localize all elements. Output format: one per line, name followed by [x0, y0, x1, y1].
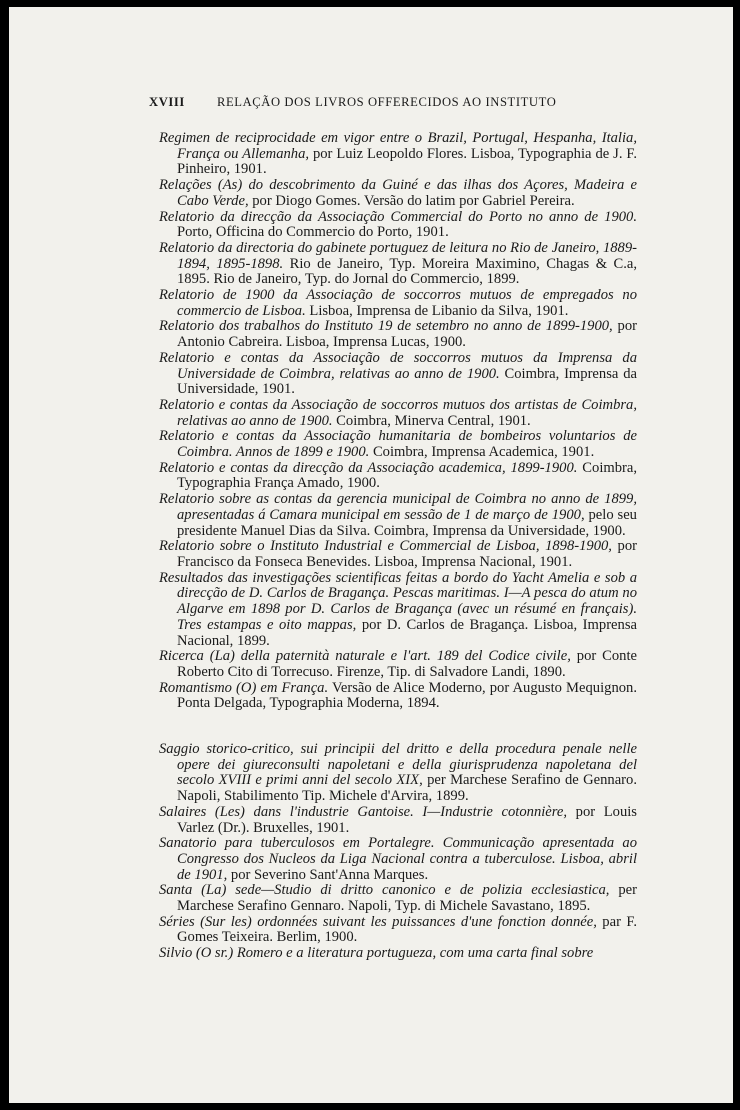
running-title: RELAÇÃO DOS LIVROS OFFERECIDOS AO INSTITUTO — [217, 95, 557, 109]
bibliography-entry — [159, 915, 637, 946]
book-page — [9, 7, 733, 1103]
entry-title: Relatorio de 1900 da Associação de soccorros mutuos de empregados no commercio de Lisboa. — [159, 287, 637, 319]
entry-title: Salaires (Les) dans l'industrie Gantoise. I—Industrie cotonnière, — [159, 803, 568, 820]
entries-r-section — [159, 131, 637, 712]
entries-s-section — [159, 742, 637, 962]
entry-title: Relações (As) do descobrimento da Guiné e das ilhas dos Açores, Madeira e Cabo Verde, — [159, 177, 637, 209]
entry-title: Ricerca (La) della paternità naturale e l'art. 189 del Codice civile, — [159, 648, 571, 665]
bibliography-entry — [159, 742, 637, 805]
entry-title: Relatorio e contas da direcção da Associação academica, 1899-1900. — [159, 459, 578, 476]
bibliography-entry — [159, 492, 637, 539]
running-header — [149, 95, 619, 110]
entry-details: pelo seu presidente Manuel Dias da Silva. Coimbra, Imprensa da Universidade, 1900. — [177, 506, 637, 539]
bibliography-entry — [159, 288, 637, 319]
bibliography-entry — [159, 461, 637, 492]
bibliography-entry — [159, 429, 637, 460]
entry-title: Séries (Sur les) ordonnées suivant les puissances d'une fonction donnée, — [159, 913, 597, 930]
entry-details: par F. Gomes Teixeira. Berlim, 1900. — [177, 913, 637, 946]
entry-details: Coimbra, Typographia França Amado, 1900. — [177, 459, 638, 492]
entry-title: Santa (La) sede—Studio di dritto canonico e de polizia ecclesiastica, — [159, 882, 610, 899]
entry-details: Coimbra, Minerva Central, 1901. — [332, 412, 531, 429]
bibliography-entry — [159, 241, 637, 288]
entry-title: Sanatorio para tuberculosos em Portalegre. Communicação apresentada ao Congresso dos Nucleos da Liga Nacional contra a tuberculose. Lisboa, abril de 1901, — [159, 835, 637, 883]
bibliography-entry — [159, 319, 637, 350]
entry-title: Relatorio e contas da Associação de soccorros mutuos dos artistas de Coimbra, relativas ao anno de 1900. — [159, 396, 637, 429]
entry-details: per Marchese Serafino Gennaro. Napoli, Typ. di Michele Savastano, 1895. — [177, 882, 637, 915]
bibliography-entry — [159, 883, 637, 914]
entry-title: Saggio storico-critico, sui principii del dritto e della procedura penale nelle opere dei giureconsulti napoletani e della giurisprudenza napoletana del secolo XVIII e primi anni del secolo XIX, — [159, 741, 637, 789]
entry-title: Relatorio sobre o Instituto Industrial e Commercial de Lisboa, 1898-1900, — [159, 538, 612, 555]
bibliography-entry — [159, 210, 637, 241]
entry-details: Versão de Alice Moderno, por Augusto Mequignon. Ponta Delgada, Typographia Moderna, 1894. — [177, 679, 637, 712]
entry-details: Rio de Janeiro, Typ. Moreira Maximino, Chagas & C.a, 1895. Rio de Janeiro, Typ. do Jornal do Commercio, 1899. — [177, 255, 637, 288]
entry-details: por Antonio Cabreira. Lisboa, Imprensa Lucas, 1900. — [177, 318, 637, 351]
bibliography-entry — [159, 946, 637, 962]
bibliography-entry — [159, 539, 637, 570]
entry-details: por Conte Roberto Cito di Torrecuso. Firenze, Tip. di Salvadore Landi, 1890. — [177, 648, 637, 680]
entry-details: por D. Carlos de Bragança. Lisboa, Imprensa Nacional, 1899. — [177, 616, 637, 649]
entry-title: Romantismo (O) em França. — [159, 679, 329, 696]
entry-title: Relatorio sobre as contas da gerencia municipal de Coimbra no anno de 1899, apresentadas á Camara municipal em sessão de 1 de março de 1900, — [159, 491, 637, 523]
entry-title: Relatorio da direcção da Associação Commercial do Porto no anno de 1900. — [159, 208, 637, 225]
entry-details: per Marchese Serafino de Gennaro. Napoli, Stabilimento Tip. Michele d'Arvira, 1899. — [177, 772, 637, 805]
entry-details: por Francisco da Fonseca Benevides. Lisboa, Imprensa Nacional, 1901. — [177, 538, 637, 570]
entry-details: Coimbra, Imprensa da Universidade, 1901. — [177, 365, 637, 398]
bibliography-entry — [159, 178, 637, 209]
entry-details: Coimbra, Imprensa Academica, 1901. — [369, 444, 595, 461]
entry-title: Relatorio dos trabalhos do Instituto 19 de setembro no anno de 1899-1900, — [159, 318, 613, 335]
entry-title: Relatorio e contas da Associação humanitaria de bombeiros voluntarios de Coimbra. Annos de 1899 e 1900. — [159, 428, 637, 461]
page-number: XVIII — [149, 95, 185, 109]
entry-title: Regimen de reciprocidade em vigor entre o Brazil, Portugal, Hespanha, Italia, França ou Allemanha, — [159, 130, 637, 162]
bibliography-entry — [159, 398, 637, 429]
entry-details: Lisboa, Imprensa de Libanio da Silva, 1901. — [305, 302, 569, 319]
bibliography-entry — [159, 649, 637, 680]
entry-details: por Diogo Gomes. Versão do latim por Gabriel Pereira. — [248, 192, 575, 209]
entry-details: Porto, Officina do Commercio do Porto, 1901. — [177, 224, 449, 241]
entry-details: por Luiz Leopoldo Flores. Lisboa, Typographia de J. F. Pinheiro, 1901. — [177, 145, 637, 178]
entry-title: Relatorio da directoria do gabinete portuguez de leitura no Rio de Janeiro, 1889-1894, 1895-1898. — [159, 239, 637, 272]
bibliography-entry — [159, 131, 637, 178]
bibliography-entry — [159, 681, 637, 712]
bibliography-entry — [159, 351, 637, 398]
entry-title: Relatorio e contas da Associação de soccorros mutuos da Imprensa da Universidade de Coimbra, relativas ao anno de 1900. — [159, 349, 637, 382]
entry-title: Silvio (O sr.) Romero e a literatura portugueza, com uma carta final sobre — [159, 945, 594, 962]
entry-details: por Severino Sant'Anna Marques. — [227, 866, 429, 883]
bibliography-entry — [159, 836, 637, 883]
bibliography-entry — [159, 805, 637, 836]
entry-details: por Louis Varlez (Dr.). Bruxelles, 1901. — [177, 803, 637, 836]
bibliography-entry — [159, 571, 637, 650]
entry-title: Resultados das investigações scientificas feitas a bordo do Yacht Amelia e sob a direcção de D. Carlos de Bragança. Pescas maritimas. I—A pesca do atum no Algarve em 1898 por D. Carlos de Bragança (avec un résumé en français). Tres estampas e oito mappas, — [159, 569, 637, 633]
